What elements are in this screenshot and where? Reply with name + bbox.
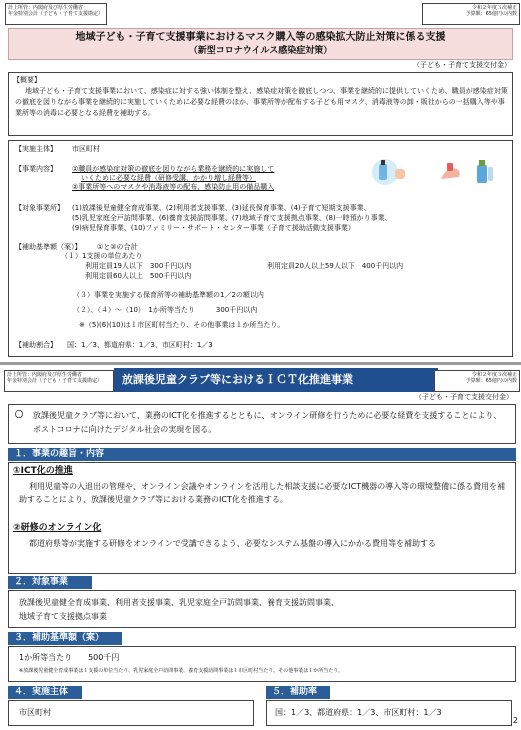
- section-1-body: ①ICT化の推進 利用児童等の入退出の管理や、オンライン会議やオンラインを活用した相談支援に必要なICT機器の導入等の環境整備に係る費用を補助することにより、放課後児童クラブ等における業務のICT化を推進する。 ②研修のオンライン化 都道府県等が実施する研修をオンラインで受講できるよう、必要なシステム基盤の導入にかかる費用等を補助する: [8, 462, 516, 574]
- program-label: （子ども・子育て支援交付金）: [413, 61, 511, 69]
- org-box: 計上所管：内閣府及び厚生労働省 年金特別会計（子ども・子育て支援勘定）: [5, 3, 107, 25]
- page-subtitle: （新型コロナウイルス感染症対策）: [188, 46, 333, 56]
- org-box-2: 計上所管：内閣府及び厚生労働省 年金特別会計（子ども・子育て支援勘定）: [4, 370, 114, 392]
- budget-box: 令和２年度３次補正 予算額：65億円の内数: [422, 3, 520, 25]
- intro-box: 〇 放課後児童クラブ等において、業務のICT化を推進するとともに、オンライン研修を行うために必要な経費を支援することにより、ポストコロナに向けたデジタル社会の実現を図る。: [8, 404, 516, 444]
- title-banner-2: [114, 368, 438, 392]
- section-5-header: ５．補助率: [266, 686, 330, 699]
- overview-box: 【概要】 地域子ども・子育て支援事業において、感染症に対する強い体制を整え、感染症対策を徹底しつつ、事業を継続的に提供していくため、職員が感染症対策の徹底を図りながら事業を継続的に実施していくために必要な経費のほか、事業所等が配布する子ども用マスク、消毒液等の卸・販社からの一括購入等や事業所等の消毒に必要となる経費を補助する。: [8, 72, 513, 136]
- page-title: 地域子ども・子育て支援事業におけるマスク購入等の感染拡大防止対策に係る支援: [75, 32, 446, 43]
- section-3-body: 1か所等当たり 500千円 ※放課後児童健全育成事業は１支援の単位当たり、乳児家庭全戸訪問事業、養育支援訪問事業は１市区町村当たり、その他事業は１か所当たり。: [8, 646, 516, 682]
- section-4-body: 市区町村: [8, 700, 254, 726]
- section-5-body: 国：1／3、都道府県：1／3、市区町村：1／3: [266, 700, 512, 726]
- program-label-2: （子ども・子育て支援交付金）: [415, 393, 513, 401]
- overview-text: 地域子ども・子育て支援事業において、感染症に対する強い体制を整え、感染症対策を徹底しつつ、事業を継続的に提供していくため、職員が感染症対策の徹底を図りながら事業を継続的に実施していくために必要な経費のほか、事業所等が配布する子ども用マスク、消毒液等の卸・販社からの一括購入等や事業所等の消毒に必要となる経費を補助する。: [15, 87, 508, 117]
- details-box: 【実施主体】 市区町村 【事業内容】 ①職員が感染症対策の徹底を図りながら業務を継続的に実施して いくために必要な経費（研修受講、かかり増し経費等） ②事業所等へのマスクや消毒液等の配布、感染防止用の備品購入 【対象事業所】 (1)放課後児童健全育成事業、(2)利用者支援事業、(3)延長保育事業、(4)子育て短期支援事業、 (5)乳児家庭全戸訪問事業、(6)養育支援訪問事業、(7)地域子育て支援拠点事業、(8)一時預かり事業、 (9)病児保育事業、(10)ファミリー・サポート・センター事業（子育て援助活動支援事業） 【補助基準額（案）】 ①と②の合計 （１）1支援の単位あたり 利用定員19人以下 300千円以内 利用定員20人以上59人以下 400千円以内 利用定員60人以上 500千円以内 （３）事業を実施する保育所等の補助基準額の1／2の額以内 （２）、（４）～（10） 1か所等当たり 300千円以内 ※（5)(6)(10)は１市区町村当たり、その他事業は１か所当たり。 【補助割合】 国：1／3、都道府県：1／3、市区町村：1／3: [8, 140, 513, 357]
- section-1-header: １．事業の趣旨・内容: [8, 448, 516, 461]
- section-4-header: ４．実施主体: [8, 686, 82, 699]
- title-banner: [8, 28, 513, 60]
- page-number: 2: [512, 716, 518, 725]
- sanitizer-illustrations: [369, 155, 499, 189]
- section-2-header: ２．対象事業: [8, 576, 92, 589]
- page-1: [0, 0, 521, 360]
- budget-box-2: 令和２年度３次補正 予算額：65億円の内数: [434, 370, 520, 392]
- section-2-body: 放課後児童健全育成事業、利用者支援事業、乳児家庭全戸訪問事業、養育支援訪問事業、 地域子育て支援拠点事業: [8, 590, 516, 628]
- page-2: [0, 366, 521, 730]
- page-divider: [0, 362, 521, 365]
- page-title-2: 放課後児童クラブ等におけるＩＣＴ化推進事業: [122, 373, 353, 386]
- section-3-header: ３．補助基準額（案）: [8, 632, 122, 645]
